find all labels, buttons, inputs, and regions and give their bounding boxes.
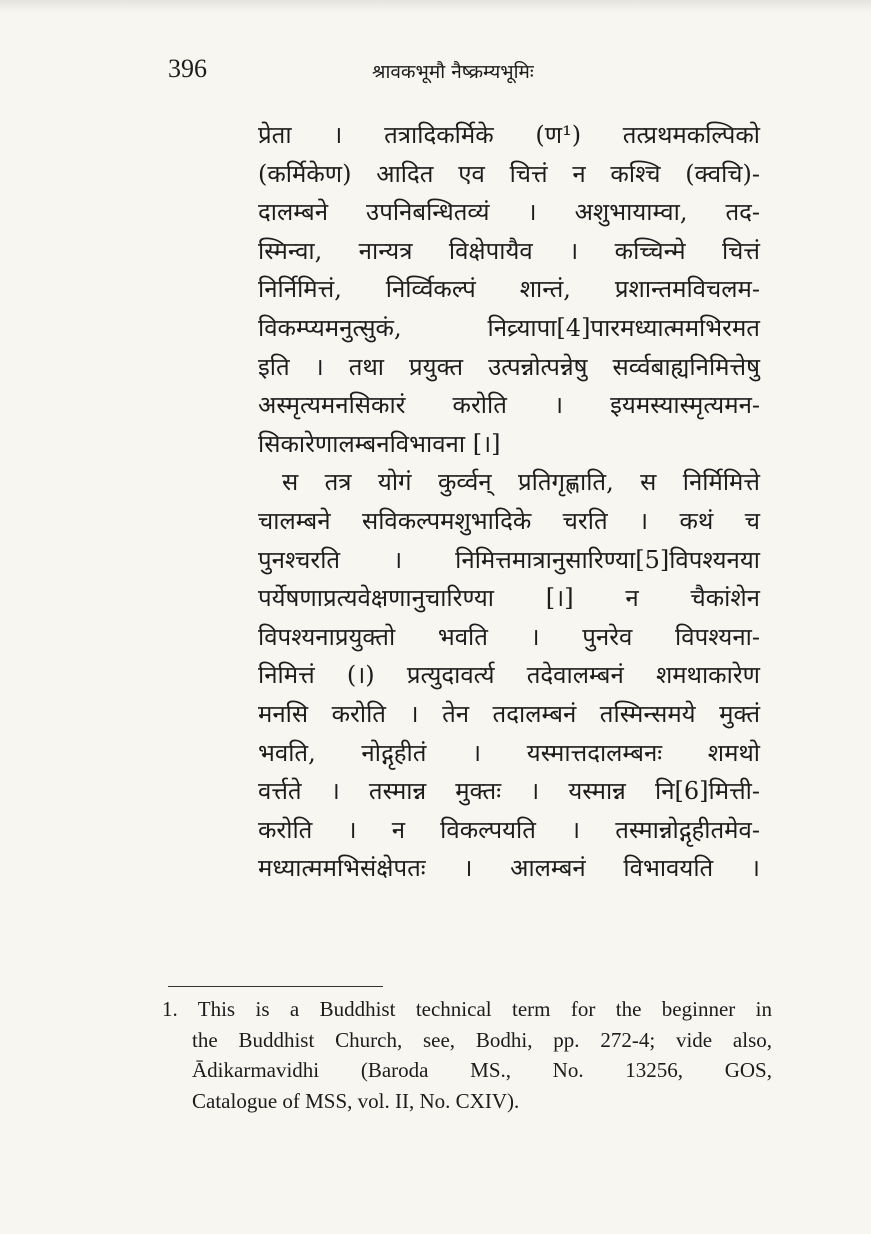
footnote-line: Ādikarmavidhi (Baroda MS., No. 13256, GOS,	[192, 1058, 772, 1082]
text-line: निर्निमित्तं, निर्व्विकल्पं शान्तं, प्रशान्तमविचलम-	[258, 275, 760, 304]
text-line: स तत्र योगं कुर्व्वन् प्रतिगृह्णाति, स निर्मिमित्ते	[282, 468, 760, 497]
footnote-line: the Buddhist Church, see, Bodhi, pp. 272-4; vide also,	[192, 1027, 772, 1052]
footnote-line: Catalogue of MSS, vol. II, No. CXIV).	[192, 1088, 520, 1113]
text-line: दालम्बने उपनिबन्धितव्यं । अशुभायाम्वा, तद-	[258, 198, 760, 227]
text-line: विपश्यनाप्रयुक्तो भवति । पुनरेव विपश्यना-	[258, 622, 760, 651]
text-line: निमित्तं (।) प्रत्युदावर्त्य तदेवालम्बनं शमथाकारेण	[258, 661, 760, 690]
footnote	[162, 994, 772, 1116]
text-line: मध्यात्ममभिसंक्षेपतः । आलम्बनं विभावयति ।	[258, 854, 760, 883]
footnote-line: 1. This is a Buddhist technical term for the beginner in	[162, 997, 772, 1021]
footnote-rule	[168, 986, 383, 987]
text-line: सिकारेणालम्बनविभावना [।]	[258, 429, 501, 458]
text-line: अस्मृत्यमनसिकारं करोति । इयमस्यास्मृत्यमन-	[258, 391, 760, 420]
page-top-edge	[0, 0, 871, 12]
text-line: इति । तथा प्रयुक्त उत्पन्नोत्पन्नेषु सर्व्वबाह्यनिमित्तेषु	[258, 352, 760, 381]
running-head: श्रावकभूमौ नैष्क्रम्यभूमिः	[372, 61, 534, 83]
text-line: पर्येषणाप्रत्यवेक्षणानुचारिण्या [।] न चैकांशेन	[258, 584, 760, 613]
text-line: पुनश्चरति । निमित्तमात्रानुसारिण्या[5]विपश्यनया	[258, 545, 760, 574]
main-text	[258, 116, 760, 888]
text-line: विकम्प्यमनुत्सुकं, निव्र्यापा[4]पारमध्यात्ममभिरमत	[258, 313, 760, 342]
text-line: स्मिन्वा, नान्यत्र विक्षेपायैव । कच्चिन्मे चित्तं	[258, 236, 760, 265]
text-line: करोति । न विकल्पयति । तस्मान्नोद्गृहीतमेव-	[258, 815, 760, 844]
text-line: चालम्बने सविकल्पमशुभादिके चरति । कथं च	[258, 506, 760, 535]
page-number: 396	[168, 54, 207, 83]
text-line: (कर्मिकेण) आदित एव चित्तं न कश्चि (क्वचि)-	[258, 159, 760, 188]
text-line: वर्त्तते । तस्मान्न मुक्तः । यस्मान्न नि[6]मित्ती-	[258, 777, 760, 806]
text-line: भवति, नोद्गृहीतं । यस्मात्तदालम्बनः शमथो	[258, 738, 760, 767]
text-line: मनसि करोति । तेन तदालम्बनं तस्मिन्समये मुक्तं	[258, 699, 760, 728]
text-line: प्रेता । तत्रादिकर्मिके (ण¹) तत्प्रथमकल्पिको	[258, 121, 760, 149]
